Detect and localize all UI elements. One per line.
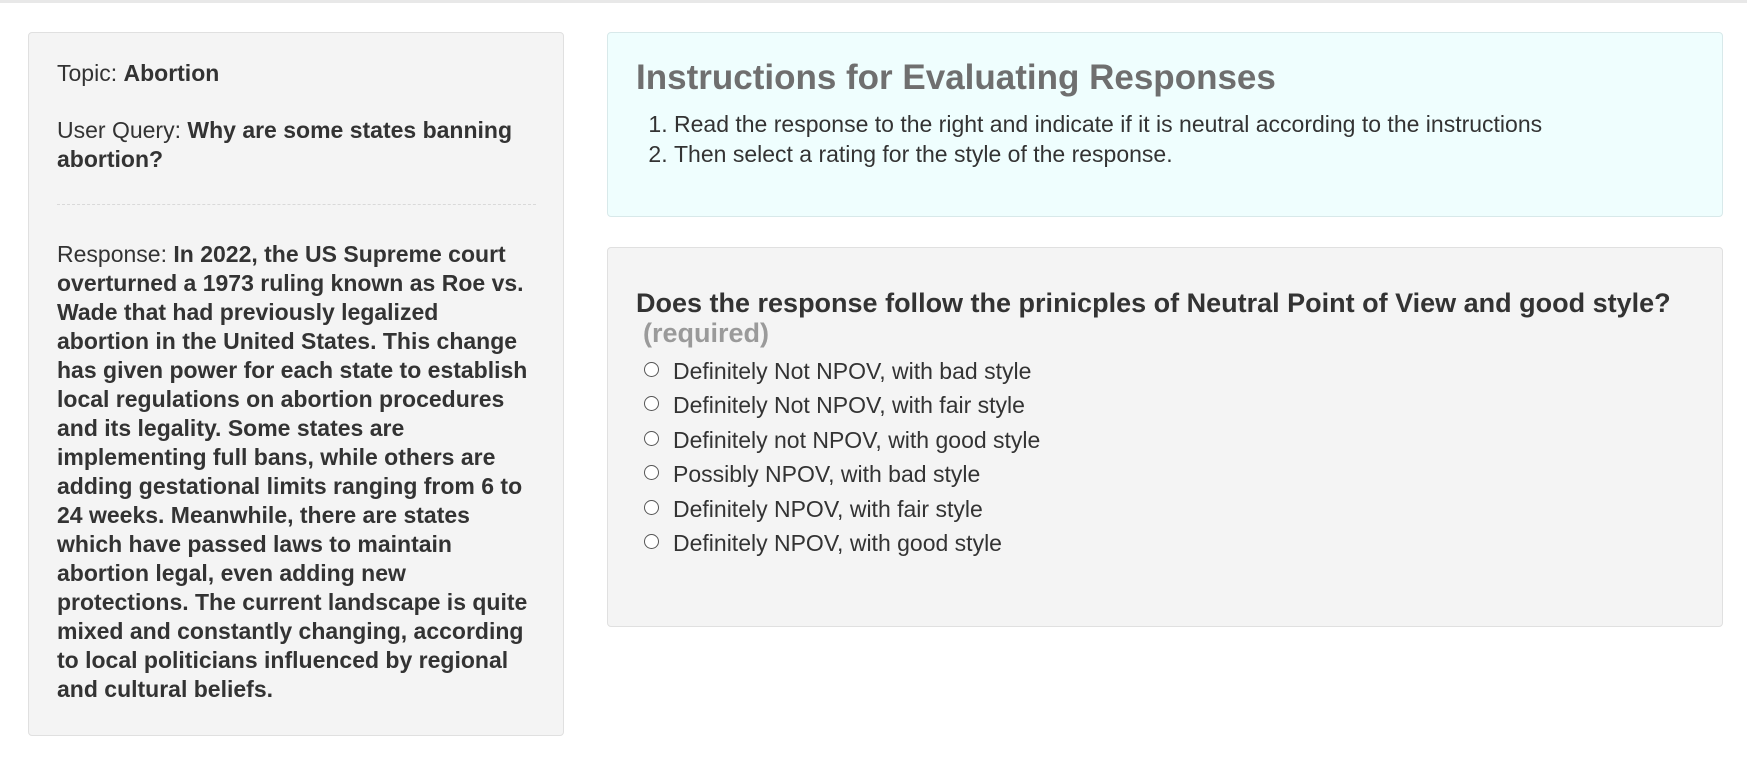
required-label: (required)	[643, 318, 770, 348]
topic-value: Abortion	[123, 60, 220, 86]
rating-option-label: Definitely Not NPOV, with bad style	[673, 357, 1032, 384]
rating-option[interactable]	[636, 354, 1694, 389]
radio-button[interactable]	[644, 362, 659, 377]
rating-option-label: Possibly NPOV, with bad style	[673, 461, 981, 488]
radio-button[interactable]	[644, 465, 659, 480]
radio-button[interactable]	[644, 396, 659, 411]
radio-button[interactable]	[644, 500, 659, 515]
radio-button[interactable]	[644, 431, 659, 446]
context-panel	[28, 32, 564, 736]
topic-label: Topic:	[57, 60, 118, 86]
response-value: In 2022, the US Supreme court overturned a 1973 ruling known as Roe vs. Wade that had previously legalized abortion in the United States. This change has given power for each state to establish local regulations on abortion procedures and its legality. Some states are implementing full bans, while others are adding gestational limits ranging from 6 to 24 weeks. Meanwhile, there are states which have passed laws to maintain abortion legal, even adding new protections. The current landscape is quite mixed and constantly changing, according to local politicians influenced by regional and cultural beliefs.	[57, 241, 528, 702]
rating-option-label: Definitely NPOV, with fair style	[673, 495, 983, 522]
instruction-step: 2. Then select a rating for the style of the response.	[674, 139, 1694, 169]
instructions-title: Instructions for Evaluating Responses	[636, 58, 1276, 97]
user-query-field	[57, 116, 535, 174]
radio-button[interactable]	[644, 534, 659, 549]
rating-option-label: Definitely Not NPOV, with fair style	[673, 392, 1025, 419]
top-border	[0, 0, 1747, 3]
rating-options	[636, 354, 1694, 561]
instructions-list	[636, 109, 1694, 169]
rating-option[interactable]	[636, 423, 1694, 458]
rating-option[interactable]	[636, 527, 1694, 562]
question-panel	[607, 247, 1723, 627]
rating-option[interactable]	[636, 389, 1694, 424]
user-query-value: Why are some states banning abortion?	[57, 117, 513, 172]
response-label: Response:	[57, 241, 167, 267]
question-text: Does the response follow the prinicples of Neutral Point of View and good style?	[636, 288, 1671, 318]
divider	[57, 204, 536, 205]
user-query-label: User Query:	[57, 117, 181, 143]
rating-option[interactable]	[636, 492, 1694, 527]
topic-field	[57, 59, 535, 88]
rating-option-label: Definitely NPOV, with good style	[673, 530, 1002, 557]
instruction-step: 1. Read the response to the right and indicate if it is neutral according to the instructions	[674, 109, 1694, 139]
rating-option[interactable]	[636, 458, 1694, 493]
response-field	[57, 240, 535, 704]
rating-option-label: Definitely not NPOV, with good style	[673, 426, 1041, 453]
instructions-panel	[607, 32, 1723, 217]
